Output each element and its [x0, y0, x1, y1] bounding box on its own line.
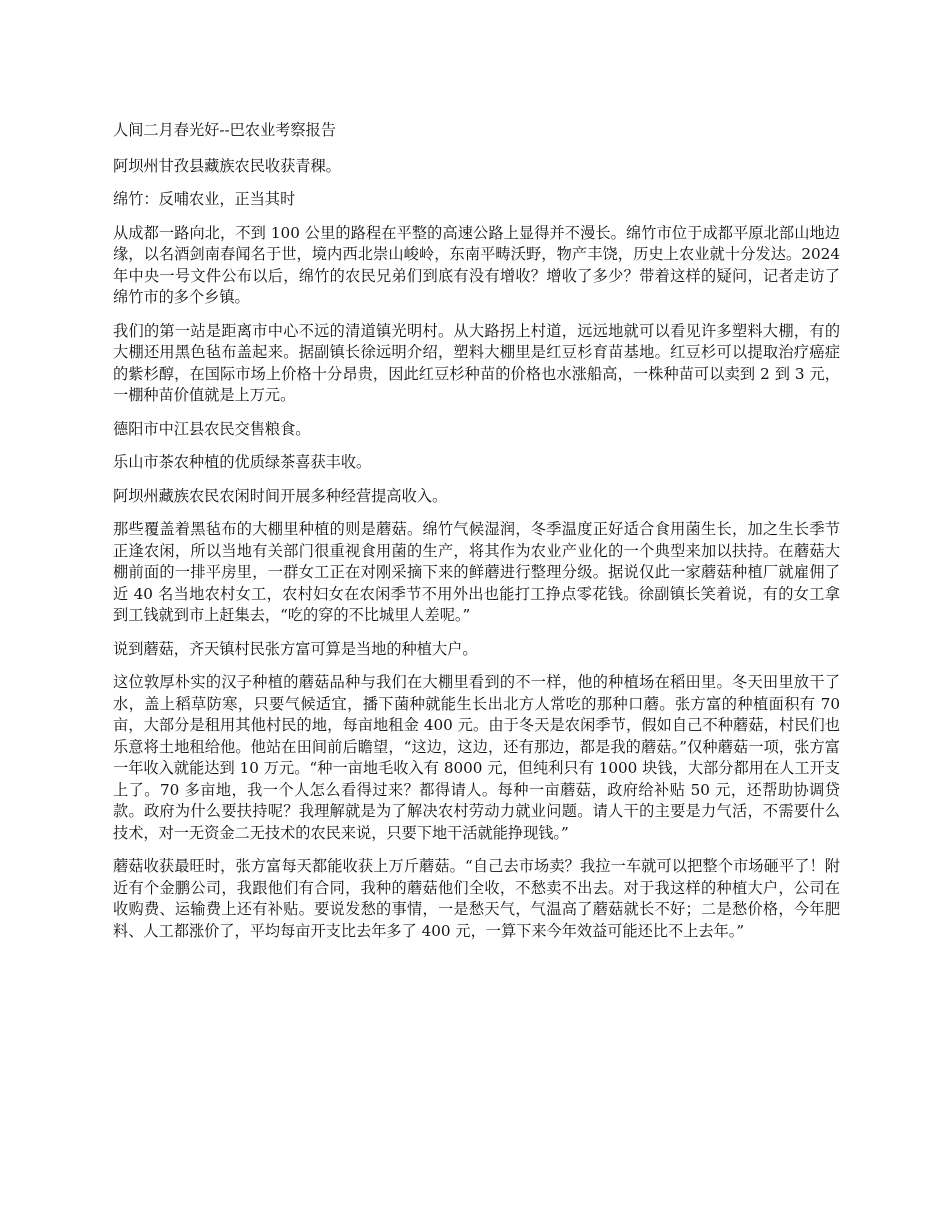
- body-paragraph: 从成都一路向北，不到 100 公里的路程在平整的高速公路上显得并不漫长。绵竹市位于成都平原北部山地边缘，以名酒剑南春闻名于世，境内西北崇山峻岭，东南平畴沃野，物产丰饶，历史上农业就十分发达。2024 年中央一号文件公布以后，绵竹的农民兄弟们到底有没有增收？增收了多少？带着这样的疑问，记者走访了绵竹市的多个乡镇。: [113, 223, 840, 306]
- document-body: [113, 120, 840, 954]
- body-paragraph: 说到蘑菇，齐天镇村民张方富可算是当地的种植大户。: [113, 639, 478, 658]
- body-paragraph: 蘑菇收获最旺时，张方富每天都能收获上万斤蘑菇。“自己去市场卖？我拉一车就可以把整个市场砸平了！附近有个金鹏公司，我跟他们有合同，我种的蘑菇他们全收，不愁卖不出去。对于我这样的种植大户，公司在收购费、运输费上还有补贴。要说发愁的事情，一是愁天气，气温高了蘑菇就长不好；二是愁价格，今年肥料、人工都涨价了，平均每亩开支比去年多了 400 元，一算下来今年效益可能还比不上去年。”: [113, 857, 840, 940]
- body-paragraph: 那些覆盖着黑毡布的大棚里种植的则是蘑菇。绵竹气候湿润，冬季温度正好适合食用菌生长，加之生长季节正逢农闲，所以当地有关部门很重视食用菌的生产，将其作为农业产业化的一个典型来加以扶持。在蘑菇大棚前面的一排平房里，一群女工正在对刚采摘下来的鲜蘑进行整理分级。据说仅此一家蘑菇种植厂就雇佣了近 40 名当地农村女工，农村妇女在农闲季节不用外出也能打工挣点零花钱。徐副镇长笑着说，有的女工拿到工钱就到市上赶集去，“吃的穿的不比城里人差呢。”: [113, 520, 840, 624]
- caption-paragraph: 乐山市茶农种植的优质绿茶喜获丰收。: [113, 453, 372, 471]
- document-title: 人间二月春光好--巴农业考察报告: [113, 121, 336, 139]
- caption-paragraph: 阿坝州甘孜县藏族农民收获青稞。: [113, 156, 341, 175]
- caption-paragraph: 德阳市中江县农民交售粮食。: [113, 419, 311, 438]
- body-paragraph: 我们的第一站是距离市中心不远的清道镇光明村。从大路拐上村道，远远地就可以看见许多塑料大棚，有的大棚还用黑色毡布盖起来。据副镇长徐远明介绍，塑料大棚里是红豆杉育苗基地。红豆杉可以提取治疗癌症的紫杉醇，在国际市场上价格十分昂贵，因此红豆杉种苗的价格也水涨船高，一株种苗可以卖到 2 到 3 元，一棚种苗价值就是上万元。: [113, 321, 840, 404]
- body-paragraph: 这位敦厚朴实的汉子种植的蘑菇品种与我们在大棚里看到的不一样，他的种植场在稻田里。冬天田里放干了水，盖上稻草防寒，只要气候适宜，播下菌种就能生长出北方人常吃的那种口蘑。张方富的种植面积有 70 亩，大部分是租用其他村民的地，每亩地租金 400 元。由于冬天是农闲季节，假如自己不种蘑菇，村民们也乐意将土地租给他。他站在田间前后瞻望，“这边，这边，还有那边，都是我的蘑菇。”仅种蘑菇一项，张方富一年收入就能达到 10 万元。“种一亩地毛收入有 8000 元，但纯利只有 1000 块钱，大部分都用在人工开支上了。70 多亩地，我一个人怎么看得过来？都得请人。每种一亩蘑菇，政府给补贴 50 元，还帮助协调贷款。政府为什么要扶持呢？我理解就是为了解决农村劳动力就业问题。请人干的主要是力气活，不需要什么技术，对一无资金二无技术的农民来说，只要下地干活就能挣现钱。”: [113, 673, 840, 842]
- caption-paragraph: 阿坝州藏族农民农闲时间开展多种经营提高收入。: [113, 486, 448, 505]
- section-heading: 绵竹：反哺农业，正当其时: [113, 190, 296, 208]
